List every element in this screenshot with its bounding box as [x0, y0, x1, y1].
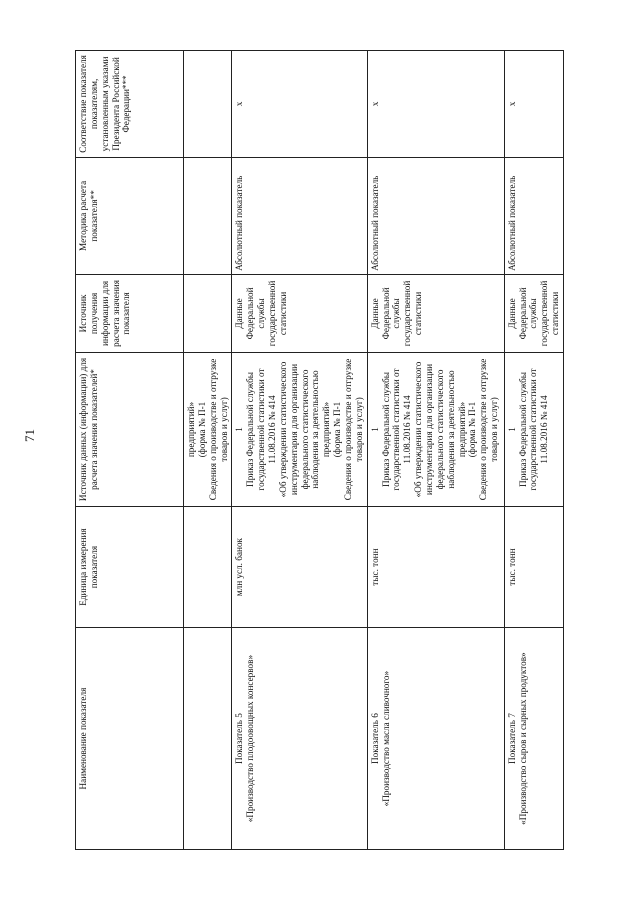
cell-source	[504, 352, 563, 506]
cell-unit: тыс. тонн	[504, 507, 563, 628]
source-line: Сведения о производстве и отгрузке товаров и услуг)	[478, 358, 500, 501]
cell-origin: Данные Федеральной службы государственной статистики	[367, 274, 504, 352]
source-number: 1	[369, 427, 380, 432]
source-line: (форма № П-1	[467, 401, 478, 458]
table-row	[232, 51, 367, 850]
cell-compliance: х	[367, 51, 504, 158]
rotated-table-wrapper	[75, 50, 637, 850]
cell-compliance: х	[232, 51, 367, 158]
cell-unit: тыс. тонн	[367, 507, 504, 628]
source-line: Приказ Федеральной службы государственной статистики от 11.08.2016 № 414	[245, 368, 278, 491]
cell-origin	[184, 274, 232, 352]
indicator-number: Показатель 7	[506, 713, 517, 765]
cell-source	[232, 352, 367, 506]
source-line: Приказ Федеральной службы государственной статистики от 11.08.2016 № 414	[517, 368, 550, 491]
source-line: Сведения о производстве и отгрузке товаров и услуг)	[207, 358, 229, 501]
cell-source	[367, 352, 504, 506]
cell-method: Абсолютный показатель	[232, 157, 367, 274]
indicators-table	[75, 50, 564, 850]
source-number: 1	[234, 427, 245, 432]
table-row	[504, 51, 563, 850]
page-number: 71	[22, 429, 37, 442]
indicator-number: Показатель 6	[369, 713, 380, 765]
cell-name	[232, 628, 367, 850]
cell-name	[367, 628, 504, 850]
source-number: 1	[506, 427, 517, 432]
header-unit: Единица измерения показателя	[76, 507, 184, 628]
header-method: Методика расчета показателя**	[76, 157, 184, 274]
source-line: предприятий»	[186, 401, 196, 458]
source-line: Приказ Федеральной службы государственной статистики от 11.08.2016 № 414	[380, 368, 413, 491]
cell-name	[184, 628, 232, 850]
cell-name	[504, 628, 563, 850]
cell-source	[184, 352, 232, 506]
indicator-title: «Производство масла сливочного»	[380, 670, 391, 807]
cell-origin: Данные Федеральной службы государственной статистики	[232, 274, 367, 352]
source-line: «Об утверждении статистического инструментария для организации федерального статистического наблюдения за деятельностью предприятий»	[277, 361, 332, 498]
cell-method: Абсолютный показатель	[367, 157, 504, 274]
table-row	[367, 51, 504, 850]
indicator-title: «Производство сыров и сырных продуктов»	[517, 652, 528, 825]
table-header-row	[76, 51, 184, 850]
indicator-number: Показатель 5	[234, 713, 245, 765]
cell-unit	[184, 507, 232, 628]
table-row-continuation	[184, 51, 232, 850]
cell-method: Абсолютный показатель	[504, 157, 563, 274]
header-compliance: Соответствие показателя показателям, установленным указами Президента Российской Федерации***	[76, 51, 184, 158]
indicator-title: «Производство плодоовощных консервов»	[245, 654, 256, 823]
source-line: Сведения о производстве и отгрузке товаров и услуг)	[343, 358, 364, 501]
header-data-source: Источник данных (информации) для расчета значения показателей*	[76, 352, 184, 506]
source-line: «Об утверждении статистического инструментария для организации федерального статистического наблюдения за деятельностью предприятий»	[413, 361, 467, 498]
source-line: (форма № П-1	[332, 401, 343, 458]
cell-compliance: х	[504, 51, 563, 158]
cell-origin: Данные Федеральной службы государственной статистики	[504, 274, 563, 352]
source-line: (форма № П-1	[196, 401, 207, 458]
cell-unit: млн усл. банок	[232, 507, 367, 628]
header-indicator-name: Наименование показателя	[76, 628, 184, 850]
cell-method	[184, 157, 232, 274]
cell-compliance	[184, 51, 232, 158]
header-info-origin: Источник получения информации для расчета значения показателя	[76, 274, 184, 352]
